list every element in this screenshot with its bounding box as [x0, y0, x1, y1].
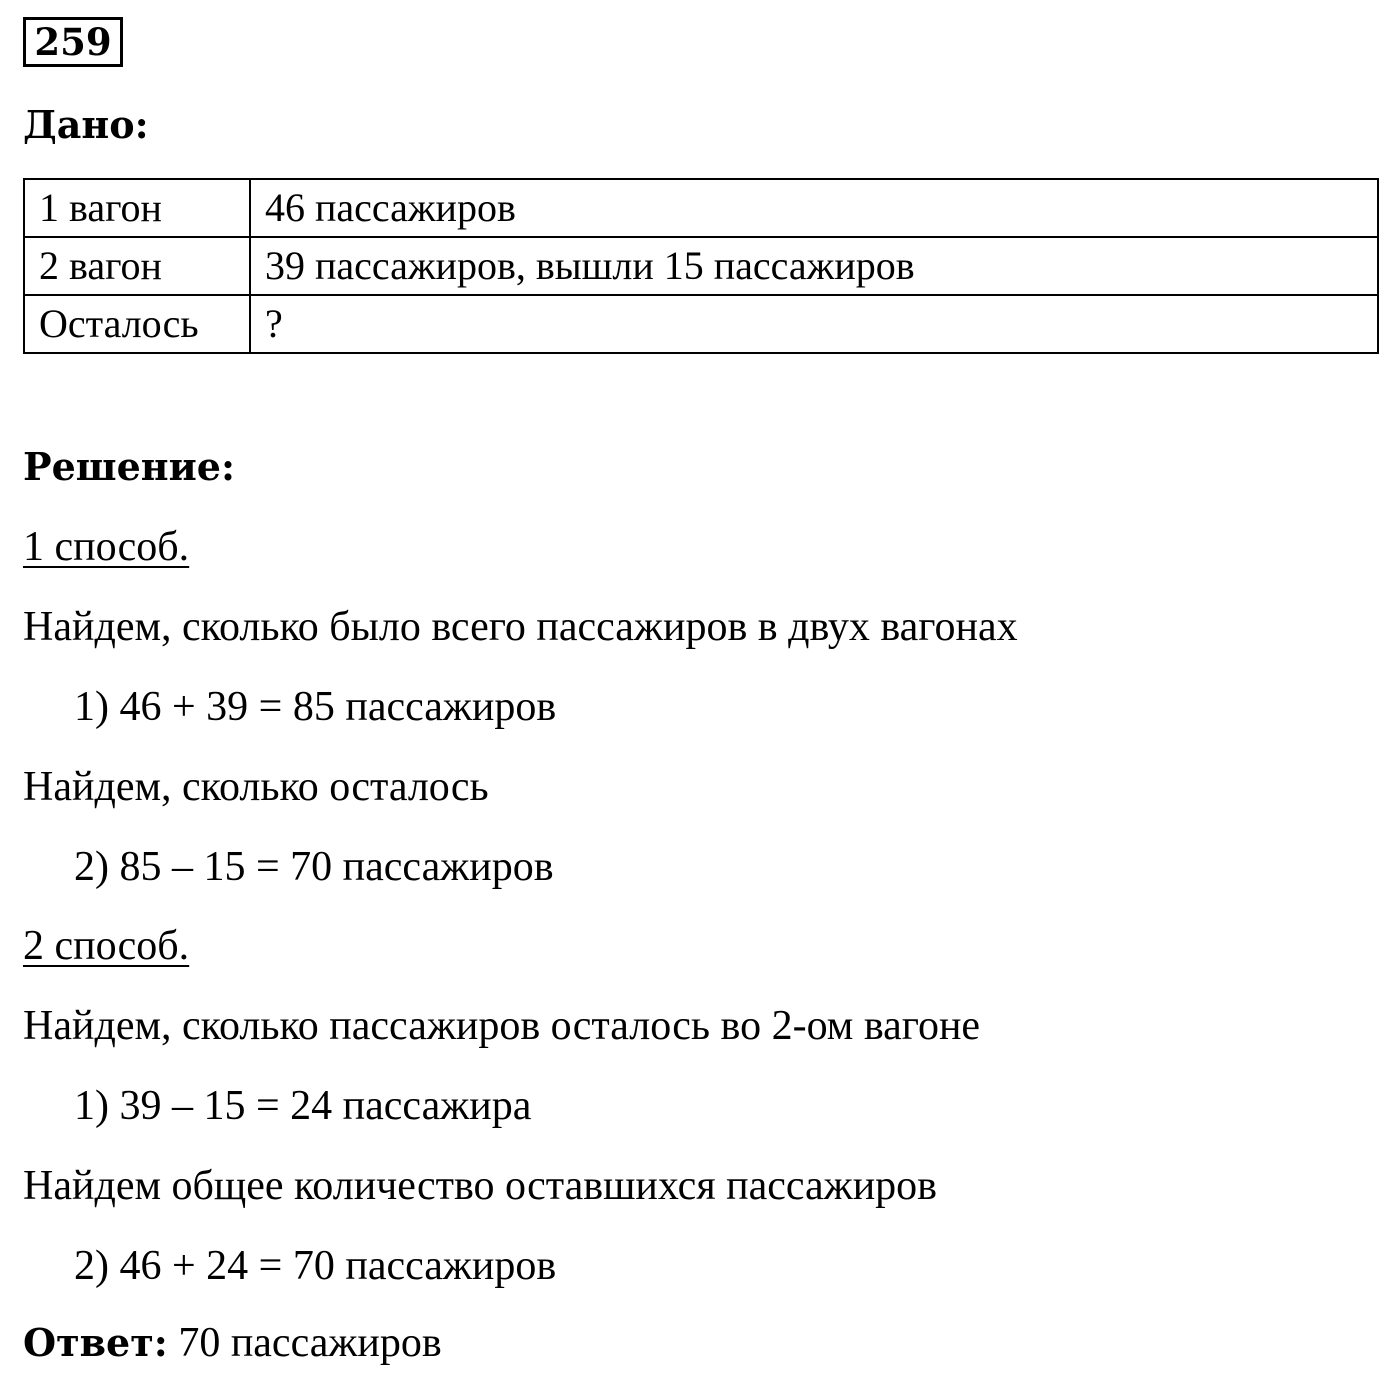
method1-step1-text: Найдем, сколько было всего пассажиров в двух вагонах [23, 604, 1018, 650]
table-row [24, 179, 1378, 237]
method2-step1-text: Найдем, сколько пассажиров осталось во 2-ом вагоне [23, 1003, 981, 1049]
answer-line [23, 1318, 442, 1368]
row-value: 39 пассажиров, вышли 15 пассажиров [250, 237, 1378, 295]
given-table [23, 178, 1379, 354]
task-number-box: 259 [23, 17, 123, 67]
row-value: ? [250, 295, 1378, 353]
answer-value: 70 пассажиров [178, 1320, 442, 1366]
row-label: 1 вагон [24, 179, 250, 237]
table-row [24, 295, 1378, 353]
method1-step1-calc: 1) 46 + 39 = 85 пассажиров [74, 684, 557, 730]
method2-step2-calc: 2) 46 + 24 = 70 пассажиров [74, 1243, 557, 1289]
solution-heading: Решение: [23, 444, 235, 489]
row-label: Осталось [24, 295, 250, 353]
method2-step1-calc: 1) 39 – 15 = 24 пассажира [74, 1083, 532, 1129]
row-label: 2 вагон [24, 237, 250, 295]
row-value: 46 пассажиров [250, 179, 1378, 237]
method2-step2-text: Найдем общее количество оставшихся пассажиров [23, 1163, 938, 1209]
given-heading: Дано: [23, 102, 149, 147]
method1-step2-text: Найдем, сколько осталось [23, 764, 489, 810]
method1-title: 1 способ. [23, 524, 190, 570]
answer-label: Ответ: [23, 1320, 168, 1365]
method1-step2-calc: 2) 85 – 15 = 70 пассажиров [74, 844, 554, 890]
method2-title: 2 способ. [23, 923, 190, 969]
table-row [24, 237, 1378, 295]
